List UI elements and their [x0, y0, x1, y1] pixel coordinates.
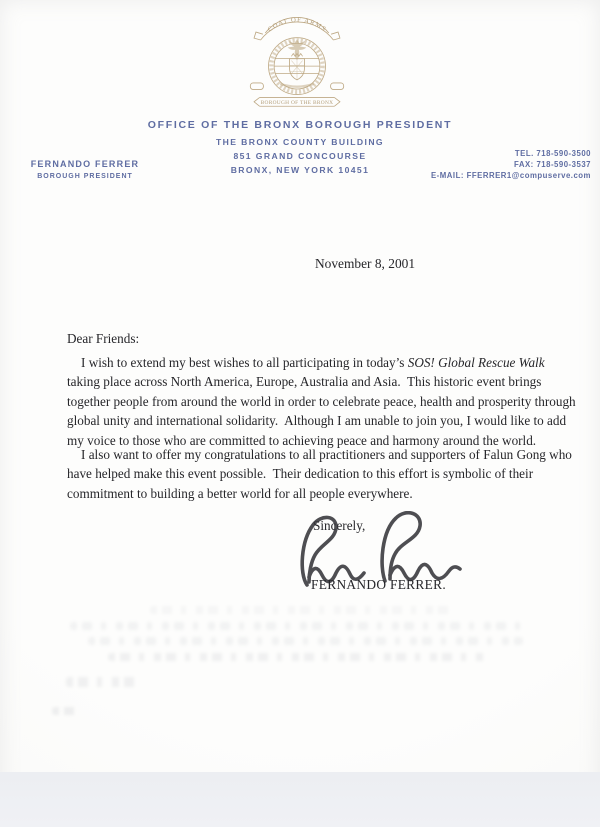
scanner-strip [0, 772, 600, 827]
paragraph-line: commitment to building a better world for all people everywhere. [67, 485, 413, 501]
bronx-coat-of-arms-seal [241, 11, 353, 111]
contact-email: E-MAIL: FFERRER1@compuserve.com [430, 170, 591, 180]
body-paragraph-1 [67, 353, 576, 450]
office-name: OFFICE OF THE BRONX BOROUGH PRESIDENT [147, 119, 453, 131]
body-paragraph-2 [67, 445, 572, 503]
paragraph-line: I also want to offer my congratulations to all practitioners and supporters of Falun Gong who [81, 447, 572, 462]
bleed-through-row [108, 653, 488, 661]
date-line: November 8, 2001 [315, 256, 416, 271]
official-name: FERNANDO FERRER [30, 159, 140, 169]
office-building: THE BRONX COUNTY BUILDING [215, 137, 385, 147]
paragraph-text: I wish to extend my best wishes to all participating in today’s [81, 355, 408, 370]
seal-top-banner-text: COAT OF ARMS [266, 16, 328, 34]
bleed-through-row [150, 606, 450, 614]
bleed-through-row [70, 622, 525, 630]
paragraph-line [67, 353, 576, 372]
contact-block [431, 149, 591, 181]
contact-tel: TEL. 718-590-3500 [514, 149, 591, 158]
signer-name: FERNANDO FERRER. [311, 577, 447, 592]
seal-bottom-banner-text: BOROUGH OF THE BRONX [260, 100, 334, 107]
svg-text:COAT OF ARMS [267, 17, 328, 34]
office-city: BRONX, NEW YORK 10451 [230, 165, 370, 175]
official-block [12, 159, 158, 180]
eagle-icon [288, 40, 307, 60]
paragraph-line: my voice to those who are committed to achieving peace and harmony around the world. [67, 432, 537, 448]
official-title: BOROUGH PRESIDENT [37, 173, 133, 180]
paragraph-line: have helped make this event possible. Their dedication to this effort is symbolic of their [67, 466, 534, 482]
bleed-through-row [88, 637, 523, 645]
paragraph-line: taking place across North America, Europe, Australia and Asia. This historic event brings [67, 374, 542, 390]
paragraph-line: global unity and international solidarity. Although I am unable to join you, I would like to add [67, 413, 567, 429]
event-name-italic: SOS! Global Rescue Walk [407, 355, 545, 370]
paragraph-line: together people from around the world in order to celebrate peace, health and prosperity through [67, 393, 576, 409]
contact-fax: FAX: 718-590-3537 [514, 159, 591, 169]
bleed-through-smudge [52, 707, 82, 715]
closing-line: Sincerely, [313, 518, 366, 533]
office-street: 851 GRAND CONCOURSE [233, 151, 367, 161]
bleed-through-smudge [66, 677, 138, 687]
salutation: Dear Friends: [67, 331, 140, 346]
